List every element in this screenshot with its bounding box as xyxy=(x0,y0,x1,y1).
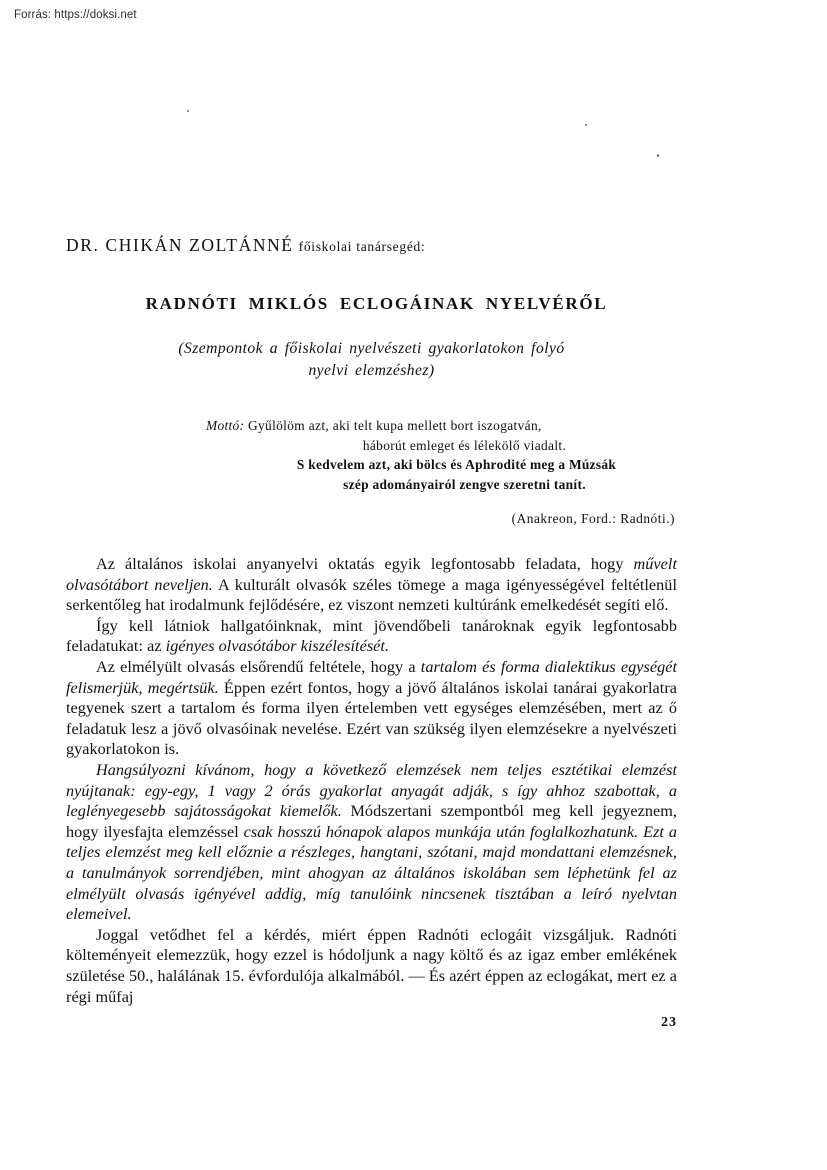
text-run: Éppen ezért fontos, hogy a jövő általános iskolai tanárai gyakorlatra tegyenek szert a tartalom és forma ilyen értelemben vett egységes elemzésében, mert az ő feladatuk lesz a jövő olvasóinak nevelése. Ezért van szükség ilyen elemzésekre a nyelvészeti gyakorlatokon is. xyxy=(66,678,677,759)
subtitle-line-2: nyelvi elemzéshez) xyxy=(308,362,435,380)
source-url-text: Forrás: https://doksi.net xyxy=(14,9,137,21)
author-rank: főiskolai tanársegéd: xyxy=(298,239,426,254)
motto-block xyxy=(66,416,677,528)
body-paragraph xyxy=(66,616,677,657)
text-run: Az elmélyült olvasás elsőrendű feltétele, hogy a xyxy=(96,658,421,677)
emphasis-run: tartalom és forma dialektikus egységét felismerjük, megértsük. xyxy=(66,658,677,697)
motto-label: Mottó: xyxy=(206,418,245,434)
document-subtitle xyxy=(66,338,677,382)
motto-line-3: S kedvelem azt, aki bölcs és Aphrodité meg a Múzsák xyxy=(296,457,617,473)
body-paragraph xyxy=(66,657,677,760)
text-run: A kulturált olvasók széles tömege a maga igényességével feltétlenül serkentőleg hat irodalmunk fejlődésére, ez viszont nemzeti kultúránk emelkedését segíti elő. xyxy=(66,575,677,615)
source-watermark-bar xyxy=(0,0,827,30)
emphasis-run: igényes olvasótábor kiszélesítését. xyxy=(165,637,390,656)
scan-speck xyxy=(657,154,659,157)
body-text xyxy=(66,554,677,1007)
emphasis-run: Hangsúlyozni kívánom, hogy a következő elemzések nem teljes esztétikai elemzést nyújtanak: egy-egy, 1 vagy 2 órás gyakorlat anyagát adják, s így ahhoz szabottak, a leglényegesebb sajátosságokat kiemelők. xyxy=(66,761,677,821)
emphasis-run: művelt olvasótábort neveljen. xyxy=(66,555,677,594)
scan-speck xyxy=(187,110,189,112)
motto-line-2: háborút emleget és lélekölő viadalt. xyxy=(362,437,567,453)
text-run: Így kell látniok hallgatóinknak, mint jövendőbeli tanároknak egyik legfontosabb feladatukat: az xyxy=(66,616,677,656)
subtitle-line-1: (Szempontok a főiskolai nyelvészeti gyakorlatokon folyó xyxy=(178,340,565,357)
motto-line-1-row xyxy=(206,416,677,436)
page-content xyxy=(66,235,677,1007)
scan-speck xyxy=(585,124,587,126)
page-title: RADNÓTI MIKLÓS ECLOGÁINAK NYELVÉRŐL xyxy=(145,294,608,313)
author-byline xyxy=(66,235,677,256)
body-paragraph xyxy=(66,760,677,925)
author-name: DR. CHIKÁN ZOLTÁNNÉ xyxy=(66,235,294,255)
scanned-page-sheet xyxy=(0,30,827,1170)
body-paragraph xyxy=(66,554,677,616)
text-run: Módszertani szempontból meg kell jegyeznem, hogy ilyesfajta elemzéssel xyxy=(66,802,677,841)
text-run: Az általános iskolai anyanyelvi oktatás egyik legfontosabb feladata, hogy xyxy=(96,555,634,574)
motto-attribution: (Anakreon, Ford.: Radnóti.) xyxy=(511,510,675,526)
emphasis-run: csak hosszú hónapok alapos munkája után foglalkozhatunk. Ezt a teljes elemzést meg kell előznie a részleges, hangtani, szótani, majd mondattani elemzésnek, a tanulmányok sorrendjében, mint ahogyan az általános iskolában sem léphetünk fel az elmélyült olvasás igényével addig, míg tanulóink nincsenek tisztában a leíró nyelvtan elemeivel. xyxy=(66,822,677,924)
page-number: 23 xyxy=(661,1015,677,1030)
motto-line-1: Gyűlölöm azt, aki telt kupa mellett bort iszogatván, xyxy=(247,418,542,434)
body-paragraph xyxy=(66,925,677,1007)
text-run: Joggal vetődhet fel a kérdés, miért éppen Radnóti eclogáit vizsgáljuk. Radnóti költeményeit elemezzük, hogy ezzel is hódoljunk a nagy költő és az igaz ember emlékének születése 50., halálának 15. évfordulója alkalmából. — És azért éppen az eclogákat, mert ez a régi műfaj xyxy=(66,925,677,1006)
motto-line-4: szép adományairól zengve szeretni tanít. xyxy=(343,476,586,492)
